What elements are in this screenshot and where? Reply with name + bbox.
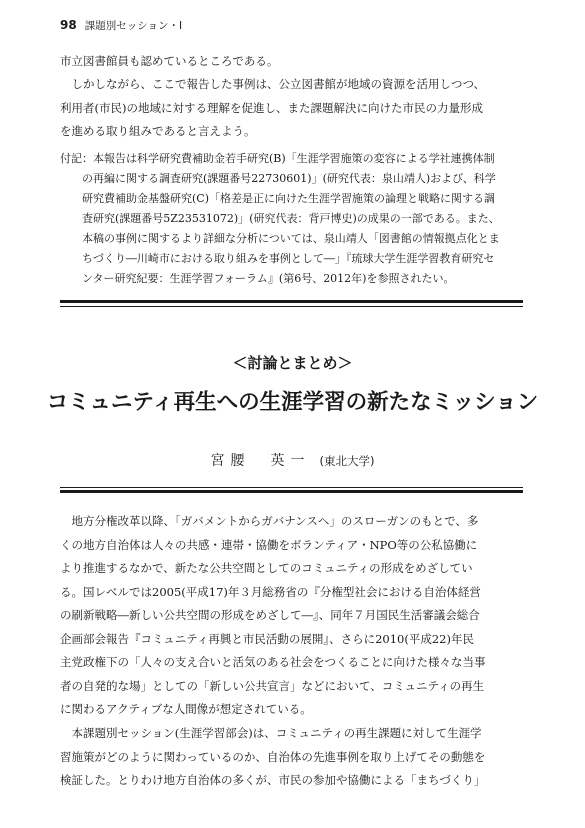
note-line: 本稿の事例に関するより詳細な分析については、泉山靖人「図書館の情報拠点化とま: [60, 232, 500, 245]
text-line: 市立図書館員も認めているところである。: [60, 54, 279, 68]
text-line: 本課題別セッション(生涯学習部会)は、コミュニティの再生課題に対して生涯学: [60, 726, 482, 740]
author-name: 宮腰 英一: [210, 453, 311, 469]
text-line: に関わるアクティブな人間像が想定されている。: [60, 702, 312, 716]
note-line: 付記：本報告は科学研究費補助金若手研究(B)「生涯学習施策の変容による学社連携体制: [60, 152, 495, 165]
author-affiliation: (東北大学): [319, 454, 375, 468]
note-line: ちづくり―川崎市における取り組みを事例として―」『琉球大学生涯学習教育研究セ: [60, 252, 495, 265]
paragraph: [60, 50, 505, 74]
section-divider: [60, 300, 523, 303]
section-name: 課題別セッション・Ⅰ: [84, 20, 183, 32]
section-title: コミュニティ再生への生涯学習の新たなミッション: [46, 390, 539, 415]
note-line: 研究費補助金基盤研究(C)「格差是正に向けた生涯学習施策の論理と戦略に関する調: [60, 192, 495, 205]
text-line: くの地方自治体は人々の共感・連帯・協働をボランティア・NPO等の公私協働に: [60, 537, 478, 552]
text-line: 地方分権改革以降、「ガバメントからガバナンスへ」のスローガンのもとで、多: [60, 514, 479, 528]
funding-note: [60, 149, 505, 289]
text-line: る。国レベルでは2005(平成17)年３月総務省の『分権型社会における自治体経営: [60, 584, 481, 599]
section-divider-thin: [60, 306, 523, 307]
text-line: より推進するなかで、新たな公共空間としてのコミュニティの形成をめざしてい: [60, 561, 473, 575]
text-line: 利用者(市民)の地域に対する理解を促進し、また課題解決に向けた市民の力量形成: [60, 100, 483, 115]
text-line: の刷新戦略―新しい公共空間の形成をめざして―』、同年７月国民生活審議会総合: [60, 608, 480, 622]
section-subtitle: ＜討論とまとめ＞: [232, 354, 353, 372]
text-line: 習施策がどのように関わっているのか、自治体の先進事例を取り上げてその動態を: [60, 749, 486, 764]
note-line: 査研究(課題番号5Z23531072)」(研究代表：背戸博史)の成果の一部である。また、: [60, 212, 500, 225]
text-line: しかしながら、ここで報告した事例は、公立図書館が地域の資源を活用しつつ、: [60, 77, 486, 91]
heading-divider: [60, 487, 523, 488]
note-line: ンター研究紀要：生涯学習フォーラム』(第6号、2012年)を参照されたい。: [60, 272, 455, 285]
paragraph: [60, 73, 505, 144]
text-line: 検証した。とりわけ地方自治体の多くが、市民の参加や協働による「まちづくり」: [60, 773, 486, 787]
author-line: [0, 450, 585, 470]
page-number: 98: [60, 18, 77, 32]
text-line: を進める取り組みであると言えよう。: [60, 124, 256, 138]
text-line: 企画部会報告『コミュニティ再興と市民活動の展開』、さらに2010(平成22)年民: [60, 631, 474, 646]
paragraph: [60, 722, 505, 793]
text-line: 主党政権下の「人々の支え合いと活気のある社会をつくることに向けた様々な当事: [60, 655, 486, 669]
text-line: 者の自発的な場」としての「新しい公共宣言」などにおいて、コミュニティの再生: [60, 678, 485, 693]
running-head: [60, 18, 182, 34]
note-line: の再編に関する調査研究(課題番号22730601)」(研究代表：泉山靖人)および、科学: [60, 172, 496, 185]
paragraph: [60, 510, 505, 722]
heading-divider-thick: [60, 490, 523, 493]
